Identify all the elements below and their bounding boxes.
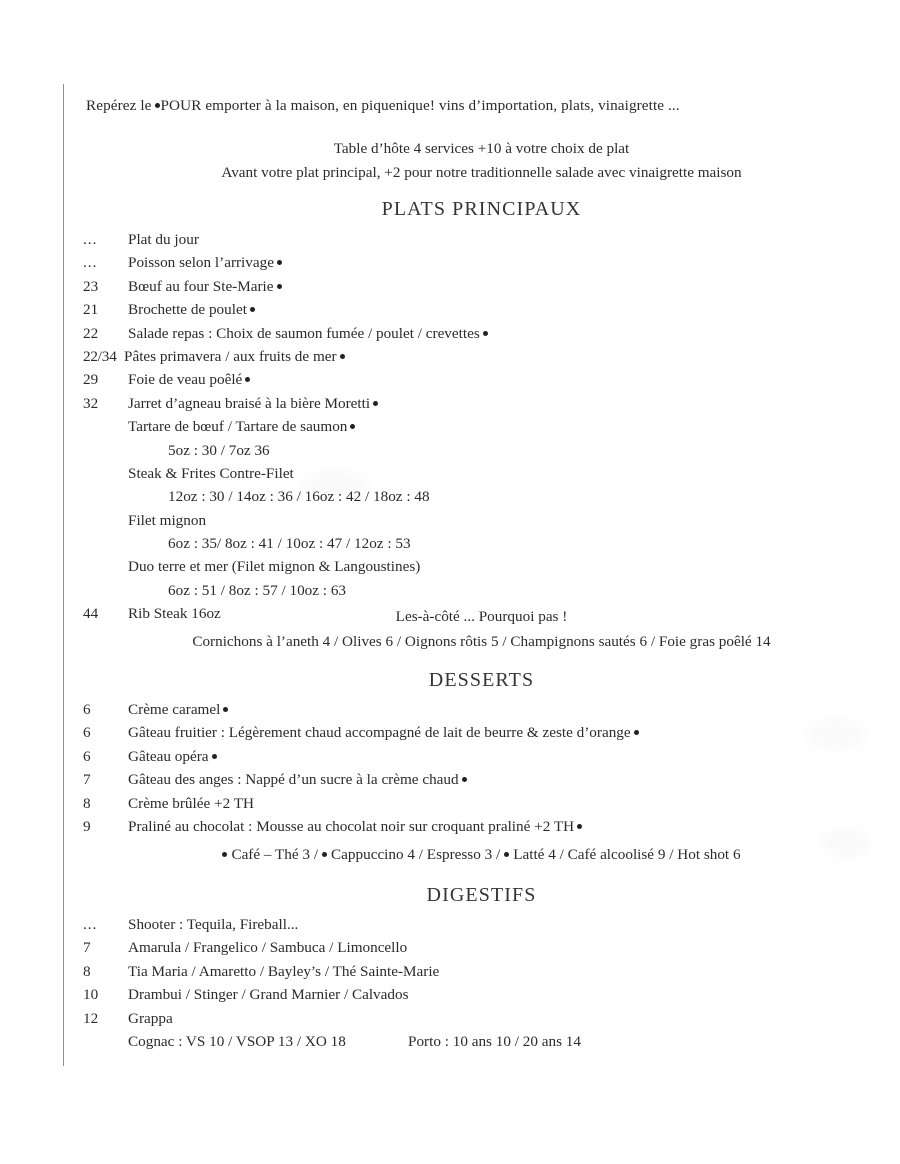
item-price: 8 [83, 962, 91, 980]
item-size-prices: 12oz : 30 / 14oz : 36 / 16oz : 42 / 18oz : 48 [168, 488, 430, 506]
bullet-dot-icon [340, 354, 345, 359]
item-price: 12 [83, 1009, 99, 1027]
item-name: Foie de veau poêlé [128, 368, 251, 391]
item-price: ... [83, 254, 98, 272]
digestifs-item-list [0, 913, 900, 1053]
item-name: Tia Maria / Amaretto / Bayley’s / Thé Sainte-Marie [128, 962, 440, 980]
item-name: Tartare de bœuf / Tartare de saumon [128, 415, 356, 438]
desserts-item-list [0, 698, 900, 838]
menu-item-row [0, 983, 900, 1006]
salade-note: Avant votre plat principal, +2 pour notre traditionnelle salade avec vinaigrette maison [221, 164, 742, 181]
menu-item-row [0, 913, 900, 936]
item-price: 6 [83, 724, 91, 742]
item-price: 6 [83, 747, 91, 765]
item-name: Crème caramel [128, 698, 229, 721]
menu-item-row [0, 745, 900, 768]
item-name: Rib Steak 16oz [128, 605, 221, 623]
menu-item-row [0, 936, 900, 959]
spirits-price-row [0, 1030, 900, 1053]
item-size-prices: 5oz : 30 / 7oz 36 [168, 441, 270, 459]
item-name: Amarula / Frangelico / Sambuca / Limoncello [128, 939, 408, 957]
bullet-dot-icon [277, 260, 282, 265]
item-price: 9 [83, 817, 91, 835]
menu-subprice-row [0, 532, 900, 555]
menu-item-row [0, 815, 900, 838]
bullet-dot-icon [504, 852, 509, 857]
bullet-dot-icon [222, 852, 227, 857]
item-price: 8 [83, 794, 91, 812]
item-price: 29 [83, 371, 99, 389]
menu-item-row [0, 1007, 900, 1030]
menu-item-row [0, 698, 900, 721]
coffee-line [63, 846, 900, 864]
item-name: Plat du jour [128, 231, 199, 248]
item-price: 6 [83, 701, 91, 718]
item-name: Drambui / Stinger / Grand Marnier / Calvados [128, 986, 409, 1004]
section-heading-digestifs: DIGESTIFS [426, 884, 537, 906]
item-name: Gâteau des anges : Nappé d’un sucre à la crème chaud [128, 768, 468, 791]
item-price: 22/34 [83, 347, 117, 365]
bullet-dot-icon [373, 401, 378, 406]
item-name: Gâteau fruitier : Légèrement chaud accompagné de lait de beurre & zeste d’orange [128, 721, 640, 744]
menu-item-row [0, 275, 900, 298]
bullet-dot-icon [250, 307, 255, 312]
menu-item-row [0, 768, 900, 791]
item-price: ... [83, 916, 98, 933]
menu-item-row [0, 462, 900, 485]
item-name: Crème brûlée +2 TH [128, 794, 254, 812]
bullet-dot-icon [245, 377, 250, 382]
menu-item-row [0, 509, 900, 532]
menu-subprice-row [0, 439, 900, 462]
menu-item-row [0, 228, 900, 251]
coffee-part-2: Cappuccino 4 / Espresso 3 / [331, 846, 501, 863]
item-name: Brochette de poulet [128, 298, 256, 321]
menu-item-row [0, 392, 900, 415]
item-price: 7 [83, 771, 91, 789]
bullet-dot-icon [223, 707, 228, 712]
menu-item-row [0, 415, 900, 438]
item-name: Grappa [128, 1009, 173, 1027]
menu-subprice-row [0, 579, 900, 602]
coffee-part-3: Latté 4 / Café alcoolisé 9 / Hot shot 6 [513, 846, 741, 863]
bullet-dot-icon [634, 730, 639, 735]
menu-item-row [0, 322, 900, 345]
bullet-dot-icon [462, 777, 467, 782]
section-heading-desserts: DESSERTS [428, 669, 535, 691]
bullet-dot-icon [483, 331, 488, 336]
item-name: Duo terre et mer (Filet mignon & Langoustines) [128, 558, 421, 576]
takeout-tagline [86, 97, 680, 115]
item-name: Shooter : Tequila, Fireball... [128, 916, 299, 933]
mains-item-list [0, 228, 900, 626]
menu-item-row [0, 792, 900, 815]
menu-item-row [0, 298, 900, 321]
item-price: 22 [83, 324, 99, 342]
section-heading-mains: PLATS PRINCIPAUX [381, 198, 582, 220]
item-name: Steak & Frites Contre-Filet [128, 464, 294, 482]
item-name: Pâtes primavera / aux fruits de mer [124, 345, 346, 368]
item-name: Praliné au chocolat : Mousse au chocolat noir sur croquant praliné +2 TH [128, 815, 583, 838]
menu-item-row [0, 251, 900, 274]
bullet-dot-icon [350, 424, 355, 429]
takeout-tagline-before: Repérez le [86, 97, 152, 114]
item-name: Jarret d’agneau braisé à la bière Moretti [128, 392, 379, 415]
sides-heading: Les-à-côté ... Pourquoi pas ! [395, 608, 568, 625]
menu-item-row [0, 345, 900, 368]
item-price: 23 [83, 277, 99, 295]
item-size-prices: 6oz : 51 / 8oz : 57 / 10oz : 63 [168, 581, 347, 599]
menu-item-row [0, 368, 900, 391]
item-size-prices: 6oz : 35/ 8oz : 41 / 10oz : 47 / 12oz : 53 [168, 535, 411, 553]
bullet-dot-icon [277, 284, 282, 289]
takeout-tagline-after: POUR emporter à la maison, en piquenique! vins d’importation, plats, vinaigrette ... [160, 97, 680, 114]
item-name: Salade repas : Choix de saumon fumée / poulet / crevettes [128, 322, 489, 345]
bullet-dot-icon [577, 824, 582, 829]
item-price: 7 [83, 939, 91, 957]
item-name: Gâteau opéra [128, 745, 218, 768]
table-dhote-note: Table d’hôte 4 services +10 à votre choix de plat [333, 140, 630, 157]
item-price: 21 [83, 301, 99, 319]
menu-subprice-row [0, 485, 900, 508]
bullet-dot-icon [155, 103, 160, 108]
item-price: 32 [83, 394, 99, 412]
menu-item-row [0, 555, 900, 578]
item-price: 10 [83, 986, 99, 1004]
item-price: ... [83, 231, 98, 248]
bullet-dot-icon [212, 754, 217, 759]
item-name: Bœuf au four Ste-Marie [128, 275, 283, 298]
item-price: 44 [83, 605, 99, 623]
sides-line: Cornichons à l’aneth 4 / Olives 6 / Oignons rôtis 5 / Champignons sautés 6 / Foie gras poêlé 14 [192, 633, 771, 650]
bullet-dot-icon [322, 852, 327, 857]
porto-prices: Porto : 10 ans 10 / 20 ans 14 [408, 1032, 581, 1050]
cognac-prices: Cognac : VS 10 / VSOP 13 / XO 18 [128, 1032, 346, 1050]
item-name: Filet mignon [128, 511, 207, 529]
coffee-part-1: Café – Thé 3 / [231, 846, 319, 863]
menu-item-row [0, 960, 900, 983]
menu-item-row [0, 721, 900, 744]
item-name: Poisson selon l’arrivage [128, 251, 283, 274]
